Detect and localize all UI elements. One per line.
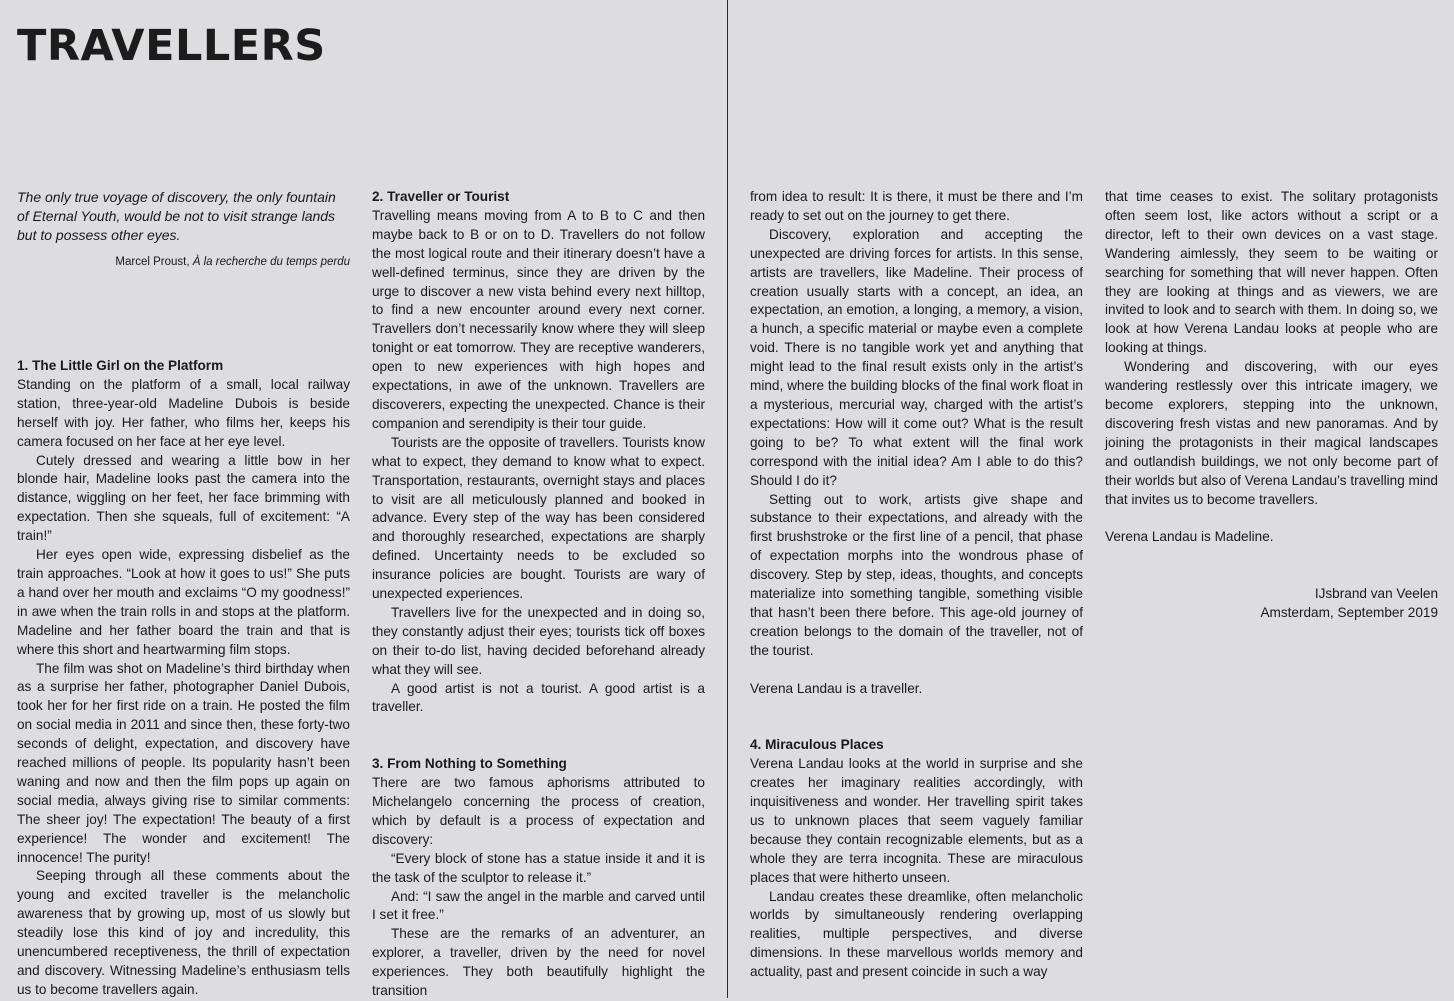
section-2-heading: 2. Traveller or Tourist	[372, 189, 510, 204]
paragraph: Travelling means moving from A to B to C and then maybe back to B or on to D. Travellers do not follow the most logical route and their itinerary doesn’t have a well-defined terminus, since they are driven by the urge to discover a new vista behind every next hilltop, to find a new encounter around every next corner. Travellers don’t necessarily know where they will sleep tonight or eat tomorrow. They are receptive wanderers, open to new experiences with high hopes and expectations, in awe of the unknown. Travellers are discoverers, expecting the unexpected. Chance is their companion and serendipity is their tour guide.	[372, 207, 705, 431]
paragraph: Seeping through all these comments about the young and excited traveller is the melancholic awareness that by growing up, most of us slowly but steadily lose this kind of joy and incredulity, this unencumbered receptiveness, the thrill of expectation and discovery. Witnessing Madeline’s enthusiasm tells us to become travellers again.	[17, 868, 350, 997]
column-4	[1105, 188, 1438, 623]
section-4-heading: 4. Miraculous Places	[750, 737, 884, 753]
page-title: TRAVELLERS	[17, 21, 326, 71]
paragraph: Tourists are the opposite of travellers. Tourists know what to expect, they demand to know what to expect. Transportation, restaurants, overnight stays and places to visit are all meticulously planned and booked in advance. Every step of the way has been considered and thoroughly researched, expectations are sharply defined. Uncertainty needs to be excluded so insurance policies are bought. Tourists are wary of unexpected experiences.	[372, 434, 705, 602]
paragraph: Verena Landau looks at the world in surprise and she creates her imaginary realities accordingly, with inquisitiveness and wonder. Her travelling spirit takes us to unknown places that seem vaguely familiar because they contain recognizable elements, but as a whole they are terra incognita. These are miraculous places that were hitherto unseen.	[750, 756, 1083, 885]
author-signature: IJsbrand van Veelen	[1314, 586, 1438, 601]
paragraph: The film was shot on Madeline’s third birthday when as a surprise her father, photographer Daniel Dubois, took her for her first ride on a train. He posted the film on social media in 2011 and since then, these forty-two seconds of delight, expectation, and discovery have reached millions of people. Its popularity hasn’t been waning and now and then the film pops up again on social media, always giving rise to similar comments: The sheer joy! The expectation! The beauty of a first experience! The wonder and excitement! The innocence! The purity!	[17, 660, 350, 865]
epigraph-author: Marcel Proust,	[115, 256, 190, 268]
paragraph: And: “I saw the angel in the marble and carved until I set it free.”	[372, 888, 705, 923]
paragraph: These are the remarks of an adventurer, an explorer, a traveller, driven by the need for novel experiences. They both beautifully highlight the transition	[372, 926, 705, 999]
column-3	[750, 188, 1083, 982]
paragraph: A good artist is not a tourist. A good artist is a traveller.	[372, 680, 705, 715]
epigraph-attribution	[17, 254, 350, 270]
paragraph: “Every block of stone has a statue inside it and it is the task of the sculptor to release it.”	[372, 850, 705, 885]
paragraph: Cutely dressed and wearing a little bow in her blonde hair, Madeline looks past the camera into the distance, wiggling on her feet, her face brimming with expectation. Then she squeals, full of excitement: “A train!”	[17, 452, 350, 544]
paragraph: Discovery, exploration and accepting the unexpected are driving forces for artists. In this sense, artists are travellers, like Madeline. Their process of creation usually starts with a concept, an idea, an expectation, an emotion, a longing, a memory, a vision, a hunch, a specific material or maybe even a complete void. There is no tangible work yet and anything that might lead to the final result exists only in the artist’s mind, where the building blocks of the final work float in a mysterious, mercurial way, charged with the artist’s expectations: How will it come out? What is the result going to be? To what extent will the final work correspond with the initial idea? Am I able to do this? Should I do it?	[750, 226, 1083, 488]
signature-place-date: Amsterdam, September 2019	[1260, 604, 1438, 620]
paragraph-continuation: that time ceases to exist. The solitary protagonists often seem lost, like actors without a script or a director, left to their own devices on a vast stage. Wandering aimlessly, they seem to be waiting or searching for something that will never happen. Often they are looking at things and as viewers, we are invited to look and to search with them. In doing so, we look at how Verena Landau looks at people who are looking at things.	[1105, 189, 1438, 356]
section-1-heading: 1. The Little Girl on the Platform	[17, 358, 224, 373]
section-4-closing: Verena Landau is Madeline.	[1105, 529, 1274, 545]
paragraph: Standing on the platform of a small, local railway station, three-year-old Madeline Dubois is beside herself with joy. Her father, who films her, keeps his camera focused on her face at her eye level.	[17, 376, 350, 449]
page-gutter	[727, 0, 728, 998]
paragraph-continuation: from idea to result: It is there, it must be there and I’m ready to set out on the journey to get there.	[750, 189, 1083, 223]
paragraph: Landau creates these dreamlike, often melancholic worlds by simultaneously rendering overlapping realities, multiple perspectives, and diverse dimensions. In these marvellous worlds memory and actuality, past and present coincide in such a way	[750, 888, 1083, 980]
paragraph: Travellers live for the unexpected and in doing so, they constantly adjust their eyes; tourists tick off boxes on their to-do list, having decided beforehand already what they will see.	[372, 604, 705, 677]
column-1	[17, 188, 350, 1000]
column-2	[372, 188, 705, 1001]
epigraph-work: À la recherche du temps perdu	[192, 256, 350, 268]
paragraph: There are two famous aphorisms attributed to Michelangelo concerning the process of creation, which by default is a process of expectation and discovery:	[372, 775, 705, 847]
paragraph: Setting out to work, artists give shape and substance to their expectations, and already with the first brushstroke or the first line of a pencil, that phase of expectation morphs into the wondrous phase of discovery. Step by step, ideas, thoughts, and concepts materialize into something tangible, something visible that hasn’t been there before. This age-old journey of creation belongs to the domain of the traveller, not of the tourist.	[750, 491, 1083, 658]
paragraph: Wondering and discovering, with our eyes wandering restlessly over this intricate imagery, we become explorers, stepping into the unknown, discovering fresh vistas and new panoramas. And by joining the protagonists in their magical landscapes and outlandish buildings, we not only become part of their worlds but also of Verena Landau’s travelling mind that invites us to become travellers.	[1105, 359, 1438, 507]
paragraph: Her eyes open wide, expressing disbelief as the train approaches. “Look at how it goes to us!” She puts a hand over her mouth and exclaims “O my goodness!” in awe when the train rolls in and stops at the platform. Madeline and her father board the train and that is where this short and heartwarming film stops.	[17, 547, 350, 657]
epigraph-quote: The only true voyage of discovery, the only fountain of Eternal Youth, would be not to visit strange lands but to possess other eyes.	[17, 189, 336, 243]
section-3-closing: Verena Landau is a traveller.	[750, 680, 923, 696]
section-3-heading: 3. From Nothing to Something	[372, 756, 567, 772]
